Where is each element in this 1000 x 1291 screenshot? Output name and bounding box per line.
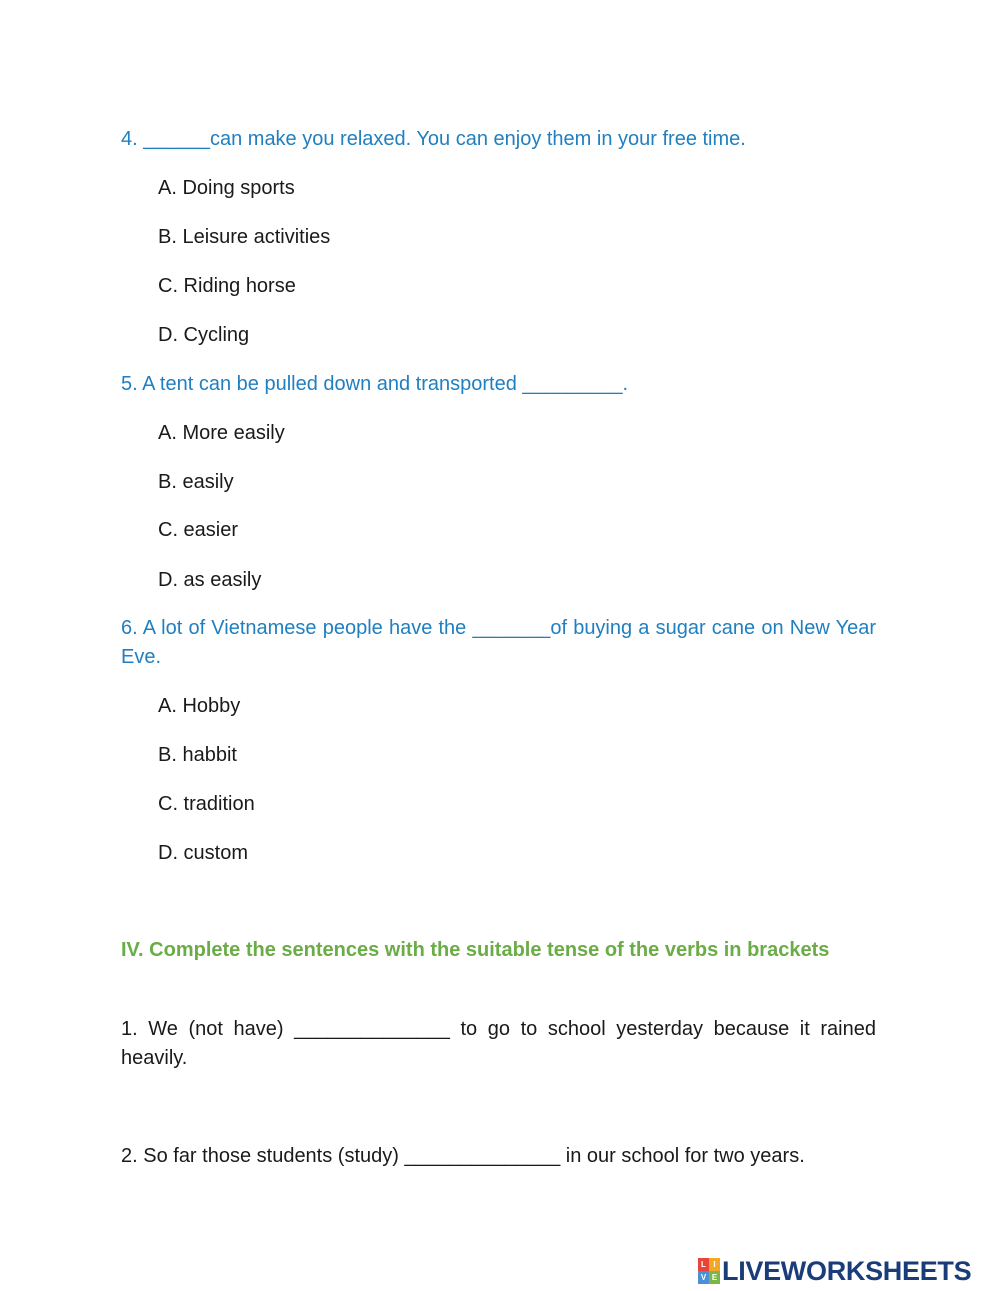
q5-option-d[interactable]: D. as easily (158, 569, 262, 591)
exercise-item-1: 1. We (not have) ______________ to go to school yesterday because it rained heavily. (121, 1018, 876, 1069)
exercise-item-2: 2. So far those students (study) ______________ in our school for two years. (121, 1145, 805, 1167)
logo-icon: L I V E (698, 1258, 720, 1284)
q5-option-a[interactable]: A. More easily (158, 422, 285, 444)
q4-option-c[interactable]: C. Riding horse (158, 275, 296, 297)
question-5: 5. A tent can be pulled down and transported _________. (121, 373, 629, 395)
q5-option-c[interactable]: C. easier (158, 519, 239, 541)
q4-option-b[interactable]: B. Leisure activities (158, 226, 331, 248)
liveworksheets-logo (698, 1256, 971, 1286)
section-heading: IV. Complete the sentences with the suitable tense of the verbs in brackets (121, 939, 830, 961)
q5-option-b[interactable]: B. easily (158, 471, 234, 493)
q6-option-c[interactable]: C. tradition (158, 793, 255, 815)
q4-option-d[interactable]: D. Cycling (158, 324, 250, 346)
q6-option-d[interactable]: D. custom (158, 842, 249, 864)
q6-option-b[interactable]: B. habbit (158, 744, 237, 766)
question-4: 4. ______can make you relaxed. You can enjoy them in your free time. (121, 128, 746, 150)
q6-option-a[interactable]: A. Hobby (158, 695, 241, 717)
question-6: 6. A lot of Vietnamese people have the _______of buying a sugar cane on New Year Eve. (121, 617, 876, 668)
q4-option-a[interactable]: A. Doing sports (158, 177, 295, 199)
logo-text: LIVEWORKSHEETS (722, 1256, 972, 1286)
